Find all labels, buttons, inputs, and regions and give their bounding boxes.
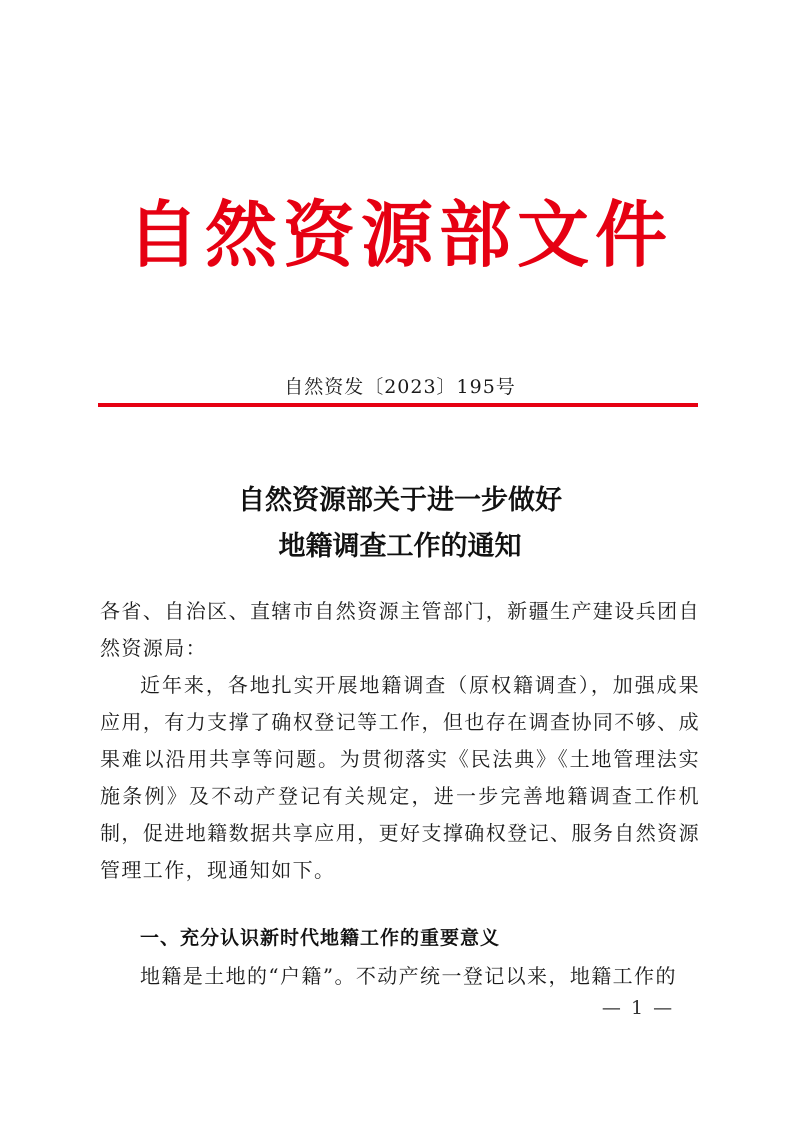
document-number: 自然资发〔2023〕195号: [284, 376, 516, 398]
notice-title-line-1: 自然资源部关于进一步做好: [238, 485, 562, 516]
red-divider-rule: [98, 403, 698, 407]
paragraph-intro: 近年来，各地扎实开展地籍调查（原权籍调查），加强成果应用，有力支撑了确权登记等工作，但也存在调查协同不够、成果难以沿用共享等问题。为贯彻落实《民法典》《土地管理法实施条例》及不动产登记有关规定，进一步完善地籍调查工作机制，促进地籍数据共享应用，更好支撑确权登记、服务自然资源管理工作，现通知如下。: [100, 673, 700, 882]
page-number: — 1 —: [601, 997, 675, 1019]
notice-title-line-2: 地籍调查工作的通知: [278, 531, 522, 562]
notice-title: [0, 478, 800, 570]
issuer-header: 自然资源部文件: [126, 192, 673, 277]
salutation: 各省、自治区、直辖市自然资源主管部门，新疆生产建设兵团自然资源局：: [100, 599, 700, 660]
paragraph-section-1: 地籍是土地的“户籍”。不动产统一登记以来，地籍工作的: [140, 964, 677, 988]
section-heading-1: 一、充分认识新时代地籍工作的重要意义: [140, 927, 501, 949]
